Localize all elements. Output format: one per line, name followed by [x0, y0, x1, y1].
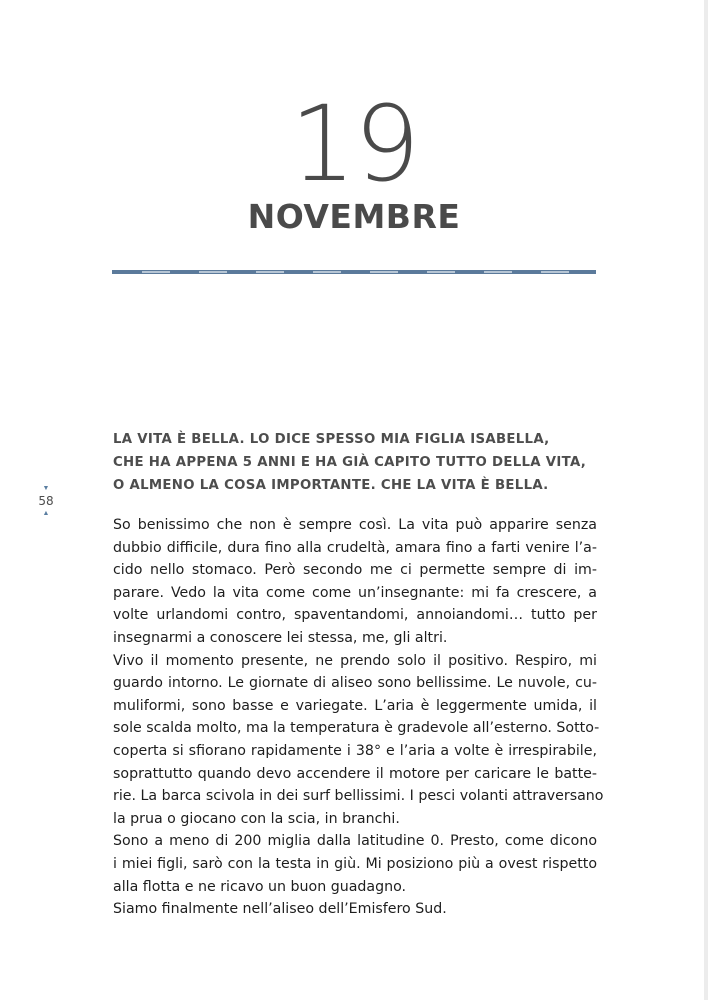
divider-dash — [484, 271, 512, 272]
text-line: la prua o giocano con la scia, in branchi. — [113, 810, 400, 827]
text-line: guardo intorno. Le giornate di aliseo sono bellissime. Le nuvole, cu- — [113, 675, 597, 692]
text-line: coperta si sfiorano rapidamente i 38° e l’aria a volte è irrespirabile, — [113, 742, 597, 759]
text-line: Siamo finalmente nell’aliseo dell’Emisfero Sud. — [113, 901, 447, 918]
day-number: 19 — [289, 83, 419, 205]
paragraph — [113, 830, 597, 898]
text-line: Sono a meno di 200 miglia dalla latitudine 0. Presto, come dicono — [113, 833, 597, 850]
month-name: NOVEMBRE — [247, 197, 461, 236]
paragraph — [113, 898, 597, 921]
text-line: rie. La barca scivola in dei surf bellissimi. I pesci volanti attraversano — [113, 788, 604, 805]
text-line: insegnarmi a conoscere lei stessa, me, gli altri. — [113, 629, 448, 646]
text-line: i miei figli, sarò con la testa in giù. Mi posiziono più a ovest rispetto — [113, 855, 597, 872]
intro-line: CHE HA APPENA 5 ANNI E HA GIÀ CAPITO TUTTO DELLA VITA, — [113, 455, 587, 470]
divider-dash — [427, 271, 455, 272]
text-line: muliformi, sono basse e variegate. L’aria è leggermente umida, il — [113, 697, 597, 714]
divider-dash — [142, 271, 170, 272]
text-line: volte urlandomi contro, spaventandomi, annoiandomi… tutto per — [113, 607, 597, 624]
intro-line: O ALMENO LA COSA IMPORTANTE. CHE LA VITA È BELLA. — [113, 478, 549, 493]
divider-dash — [313, 271, 341, 272]
paragraph — [113, 514, 597, 650]
text-line: Vivo il momento presente, ne prendo solo il positivo. Respiro, mi — [113, 652, 597, 669]
intro-text — [113, 428, 613, 497]
page-number-marker — [33, 484, 59, 518]
text-line: dubbio difficile, dura fino alla crudeltà, amara fino a farti venire l’a- — [113, 539, 597, 556]
text-line: parare. Vedo la vita come come un’insegnante: mi fa crescere, a — [113, 584, 597, 601]
divider-dash — [256, 271, 284, 272]
body-text — [113, 514, 604, 921]
intro-line: LA VITA È BELLA. LO DICE SPESSO MIA FIGLIA ISABELLA, — [113, 432, 550, 447]
divider-dash — [199, 271, 227, 272]
text-line: sole scalda molto, ma la temperatura è gradevole all’esterno. Sotto- — [113, 720, 600, 737]
text-line: cido nello stomaco. Però secondo me ci permette sempre di im- — [113, 562, 597, 579]
header-divider — [112, 270, 596, 274]
triangle-up-icon: ▲ — [42, 510, 50, 517]
text-line: So benissimo che non è sempre così. La vita può apparire senza — [113, 517, 597, 533]
triangle-down-icon: ▼ — [42, 485, 50, 492]
divider-dash — [541, 271, 569, 272]
divider-dash — [370, 271, 398, 272]
text-line: soprattutto quando devo accendere il motore per caricare le batte- — [113, 765, 597, 782]
text-line: alla flotta e ne ricavo un buon guadagno. — [113, 878, 407, 895]
page-number: 58 — [38, 494, 54, 508]
paragraph — [113, 650, 604, 831]
